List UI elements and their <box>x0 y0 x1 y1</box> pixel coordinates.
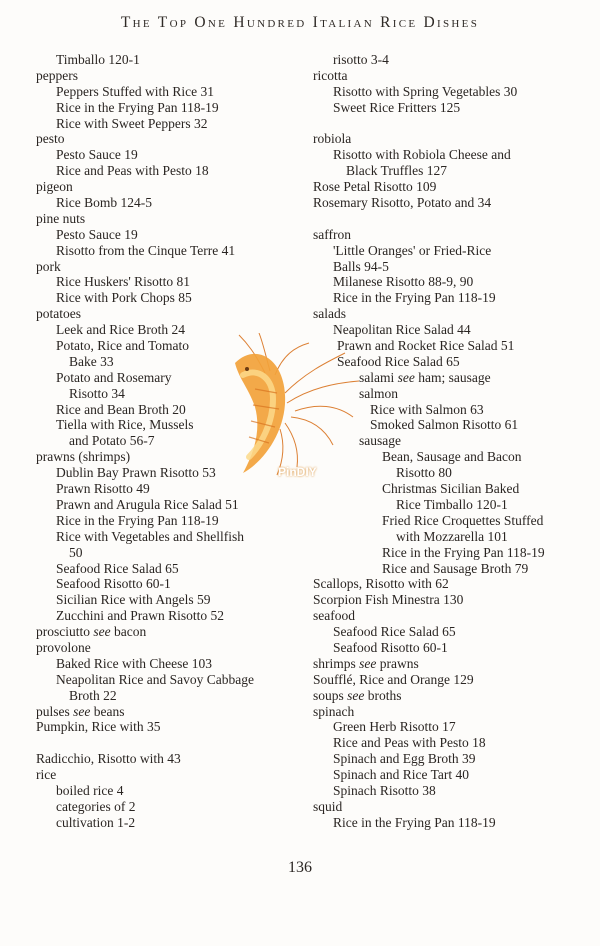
index-heading <box>313 608 583 624</box>
entry-text: Rice in the Frying Pan 118-19 <box>382 544 545 560</box>
entry-text: Rice Huskers' Risotto 81 <box>56 274 191 290</box>
entry-text: Green Herb Risotto 17 <box>333 719 456 735</box>
index-entry <box>36 481 286 497</box>
entry-text: prawns (shrimps) <box>36 449 131 465</box>
index-entry <box>313 259 583 275</box>
entry-text: with Mozzarella 101 <box>396 528 508 544</box>
index-entry <box>313 274 583 290</box>
index-entry <box>313 719 583 735</box>
entry-text: pulses <box>36 703 74 719</box>
entry-text: Seafood Risotto 60-1 <box>333 639 448 655</box>
entry-text: Neapolitan Rice and Savoy Cabbage <box>56 671 254 687</box>
entry-text: Risotto 80 <box>396 465 452 481</box>
entry-text: Rice with Vegetables and Shellfish <box>56 528 244 544</box>
entry-text: Leek and Rice Broth 24 <box>56 322 185 338</box>
index-heading <box>36 704 286 720</box>
entry-text: Dublin Bay Prawn Risotto 53 <box>56 465 216 481</box>
entry-text: salads <box>313 306 346 322</box>
index-heading <box>36 719 286 735</box>
index-entry <box>313 735 583 751</box>
index-entry <box>313 624 583 640</box>
entry-text: Risotto with Spring Vegetables 30 <box>333 83 518 99</box>
entry-text: Scorpion Fish Minestra 130 <box>313 592 464 608</box>
index-entry <box>36 163 286 179</box>
index-spacer <box>313 116 583 132</box>
see-target: prawns <box>376 655 419 671</box>
index-heading <box>36 131 286 147</box>
index-entry <box>36 52 286 68</box>
index-heading <box>313 131 583 147</box>
entry-text: Sicilian Rice with Angels 59 <box>56 592 211 608</box>
entry-text: Rice in the Frying Pan 118-19 <box>56 512 219 528</box>
index-entry <box>36 84 286 100</box>
entry-text: Risotto with Robiola Cheese and <box>333 147 511 163</box>
index-entry <box>36 672 286 688</box>
see-target: broths <box>364 687 402 703</box>
entry-text: shrimps <box>313 655 360 671</box>
index-entry <box>36 243 286 259</box>
index-entry <box>36 513 286 529</box>
index-heading <box>313 306 583 322</box>
see-reference: see <box>359 655 377 671</box>
entry-text: squid <box>313 798 343 814</box>
entry-text: Radicchio, Risotto with 43 <box>36 751 181 767</box>
entry-text: Zucchini and Prawn Risotto 52 <box>56 608 224 624</box>
entry-text: Seafood Rice Salad 65 <box>337 353 460 369</box>
index-heading <box>313 704 583 720</box>
index-entry <box>36 290 286 306</box>
entry-text: Rice with Sweet Peppers 32 <box>56 115 208 131</box>
see-reference: see <box>93 624 111 640</box>
index-heading <box>36 259 286 275</box>
index-heading <box>313 68 583 84</box>
entry-text: Smoked Salmon Risotto 61 <box>370 417 519 433</box>
entry-text: salami <box>359 369 398 385</box>
entry-text: Prawn Risotto 49 <box>56 481 150 497</box>
index-entry <box>36 608 286 624</box>
entry-text: 'Little Oranges' or Fried-Rice <box>333 242 492 258</box>
index-heading <box>36 767 286 783</box>
index-entry <box>36 497 286 513</box>
entry-text: soups <box>313 687 348 703</box>
entry-text: Rice and Bean Broth 20 <box>56 401 186 417</box>
index-heading <box>36 306 286 322</box>
entry-text: Bean, Sausage and Bacon <box>382 449 522 465</box>
index-entry <box>36 561 286 577</box>
entry-text: Tiella with Rice, Mussels <box>56 417 194 433</box>
index-entry <box>36 656 286 672</box>
index-heading <box>313 688 583 704</box>
entry-text: pork <box>36 258 61 274</box>
entry-text: pesto <box>36 131 65 147</box>
entry-text: categories of 2 <box>56 798 136 814</box>
index-heading <box>36 751 286 767</box>
index-entry <box>313 497 583 513</box>
index-heading <box>313 179 583 195</box>
index-heading <box>313 195 583 211</box>
see-target: beans <box>90 703 125 719</box>
entry-text: robiola <box>313 131 352 147</box>
entry-text: Spinach and Rice Tart 40 <box>333 767 470 783</box>
entry-text: saffron <box>313 226 351 242</box>
entry-text: sausage <box>359 433 401 449</box>
index-entry <box>36 576 286 592</box>
index-entry <box>313 147 583 163</box>
index-entry <box>36 116 286 132</box>
index-entry <box>313 815 583 831</box>
index-entry <box>36 799 286 815</box>
entry-text: Peppers Stuffed with Rice 31 <box>56 83 214 99</box>
entry-text: Rice in the Frying Pan 118-19 <box>333 814 496 830</box>
entry-text: Seafood Rice Salad 65 <box>56 560 179 576</box>
index-heading <box>36 624 286 640</box>
entry-text: rice <box>36 767 57 783</box>
entry-text: prosciutto <box>36 624 94 640</box>
index-entry <box>313 243 583 259</box>
entry-text: Baked Rice with Cheese 103 <box>56 655 212 671</box>
index-entry <box>313 481 583 497</box>
entry-text: peppers <box>36 67 78 83</box>
see-reference: see <box>73 703 91 719</box>
index-spacer <box>36 735 286 751</box>
index-heading <box>36 179 286 195</box>
index-entry <box>313 163 583 179</box>
index-entry <box>313 767 583 783</box>
entry-text: Rice with Salmon 63 <box>370 401 484 417</box>
entry-text: Bake 33 <box>69 353 114 369</box>
index-entry <box>313 52 583 68</box>
entry-text: Potato and Rosemary <box>56 369 172 385</box>
entry-text: risotto 3-4 <box>333 52 389 67</box>
index-entry <box>313 561 583 577</box>
entry-text: pine nuts <box>36 210 86 226</box>
entry-text: ricotta <box>313 67 348 83</box>
entry-text: Sweet Rice Fritters 125 <box>333 99 461 115</box>
index-heading <box>313 799 583 815</box>
index-heading <box>36 68 286 84</box>
index-entry <box>313 100 583 116</box>
index-heading <box>313 592 583 608</box>
entry-text: Risotto from the Cinque Terre 41 <box>56 242 236 258</box>
page-number: 136 <box>288 859 312 876</box>
entry-text: Broth 22 <box>69 687 117 703</box>
entry-text: Neapolitan Rice Salad 44 <box>333 322 471 338</box>
index-entry <box>36 529 286 545</box>
entry-text: cultivation 1-2 <box>56 814 136 830</box>
index-entry <box>313 545 583 561</box>
entry-text: Rose Petal Risotto 109 <box>313 179 437 195</box>
entry-text: Balls 94-5 <box>333 258 389 274</box>
entry-text: Pesto Sauce 19 <box>56 147 138 163</box>
index-entry <box>36 592 286 608</box>
entry-text: Potato, Rice and Tomato <box>56 338 190 354</box>
index-spacer <box>313 211 583 227</box>
entry-text: Prawn and Arugula Rice Salad 51 <box>56 496 239 512</box>
entry-text: provolone <box>36 639 91 655</box>
index-entry <box>313 751 583 767</box>
entry-text: Pesto Sauce 19 <box>56 226 138 242</box>
entry-text: Timballo 120-1 <box>56 52 140 67</box>
prawn-illustration <box>225 333 365 483</box>
entry-text: Seafood Rice Salad 65 <box>333 624 456 640</box>
entry-text: Rice and Sausage Broth 79 <box>382 560 529 576</box>
entry-text: Rice with Pork Chops 85 <box>56 290 192 306</box>
index-entry <box>313 84 583 100</box>
entry-text: Rice Bomb 124-5 <box>56 195 152 211</box>
index-entry <box>313 783 583 799</box>
entry-text: boiled rice 4 <box>56 782 124 798</box>
entry-text: Rice in the Frying Pan 118-19 <box>56 99 219 115</box>
index-entry <box>313 290 583 306</box>
index-entry <box>36 688 286 704</box>
index-entry <box>36 545 286 561</box>
index-heading <box>36 640 286 656</box>
entry-text: Rice Timballo 120-1 <box>396 496 508 512</box>
watermark: PinDIY <box>278 465 317 479</box>
see-reference: see <box>347 687 365 703</box>
entry-text: seafood <box>313 608 355 624</box>
entry-text: pigeon <box>36 179 73 195</box>
index-entry <box>36 783 286 799</box>
index-entry <box>36 100 286 116</box>
index-entry <box>36 815 286 831</box>
index-heading <box>313 656 583 672</box>
index-entry <box>36 274 286 290</box>
index-heading <box>313 227 583 243</box>
entry-text: Spinach Risotto 38 <box>333 782 436 798</box>
entry-text: salmon <box>359 385 398 401</box>
entry-text: potatoes <box>36 306 81 322</box>
entry-text: 50 <box>69 544 83 560</box>
entry-text: Scallops, Risotto with 62 <box>313 576 449 592</box>
index-heading <box>313 672 583 688</box>
entry-text: Prawn and Rocket Rice Salad 51 <box>337 338 515 354</box>
entry-text: Fried Rice Croquettes Stuffed <box>382 512 544 528</box>
index-heading <box>36 211 286 227</box>
entry-text: Rosemary Risotto, Potato and 34 <box>313 195 492 211</box>
entry-text: Milanese Risotto 88-9, 90 <box>333 274 474 290</box>
index-entry <box>313 513 583 529</box>
see-target: ham; sausage <box>414 369 491 385</box>
entry-text: Seafood Risotto 60-1 <box>56 576 171 592</box>
index-entry <box>313 640 583 656</box>
index-heading <box>313 576 583 592</box>
entry-text: spinach <box>313 703 355 719</box>
entry-text: and Potato 56-7 <box>69 433 155 449</box>
running-head: The Top One Hundred Italian Rice Dishes <box>120 14 480 31</box>
entry-text: Christmas Sicilian Baked <box>382 481 520 497</box>
entry-text: Rice in the Frying Pan 118-19 <box>333 290 496 306</box>
entry-text: Rice and Peas with Pesto 18 <box>56 163 209 179</box>
index-entry <box>36 227 286 243</box>
index-entry <box>36 147 286 163</box>
index-entry <box>313 529 583 545</box>
entry-text: Spinach and Egg Broth 39 <box>333 751 476 767</box>
entry-text: Black Truffles 127 <box>346 163 448 179</box>
entry-text: Risotto 34 <box>69 385 125 401</box>
index-entry <box>36 195 286 211</box>
entry-text: Rice and Peas with Pesto 18 <box>333 735 486 751</box>
entry-text: Pumpkin, Rice with 35 <box>36 719 161 735</box>
see-target: bacon <box>110 624 147 640</box>
entry-text: Soufflé, Rice and Orange 129 <box>313 671 474 687</box>
see-reference: see <box>397 369 415 385</box>
